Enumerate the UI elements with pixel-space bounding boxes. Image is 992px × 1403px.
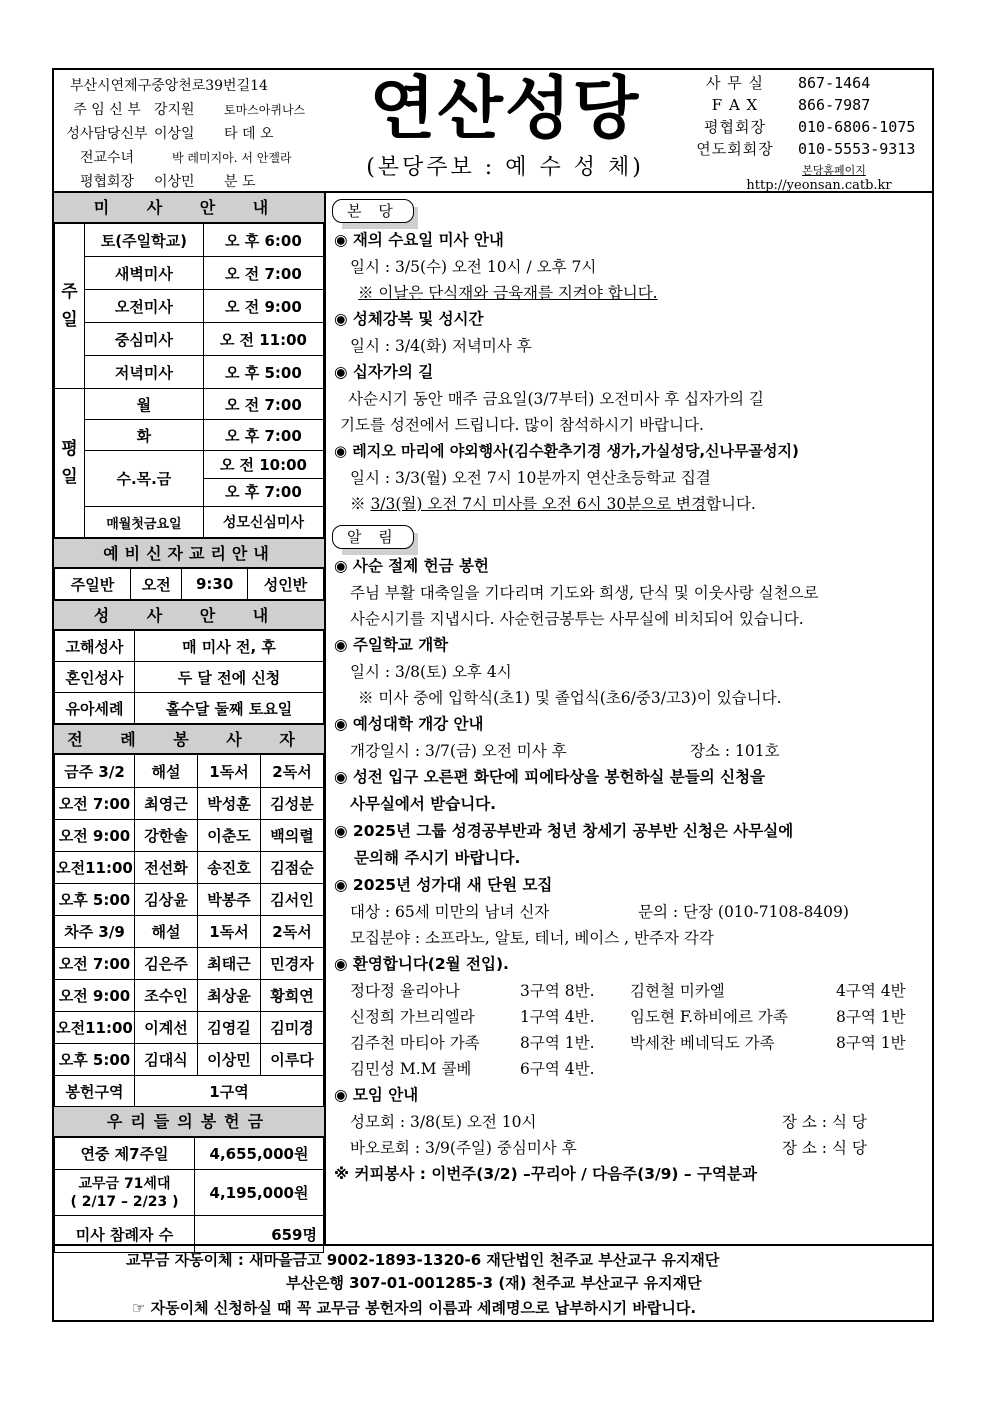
servers-table: 금주 3/2 해설 1독서 2독서 오전 7:00 최영근 박성훈 김성분 오전 9:00 강한솔 이춘도 백의렬 오전11:00 전선화 송진호 김점순 오후 5:00 김상윤 박봉주 김서인 차주 3/9 해설 1독서 2독서 오전 7:00 김은주 최태근 민경자 오전 9:00 조수인 최상윤 황희연 오전11:00 이계선 김영길 김미경 오후 5:00 김대식 이상민 이루다 봉헌구역 1구역 — [54, 754, 324, 1107]
notice-heading: ◉ 재의 수요일 미사 안내 — [334, 231, 504, 249]
sacraments-heading: 성 사 안 내 — [54, 600, 324, 630]
clergy-row: 평협회장 이상민 분 도 — [79, 174, 256, 190]
right-column: 본 당 ◉ 재의 수요일 미사 안내 일시 : 3/5(수) 오전 10시 / 오후 7시 ※ 이날은 단식재와 금육재를 지켜야 합니다. ◉ 성체강복 및 성시간 일시 : 3/4(화) 저녁미사 후 ◉ 십자가의 길 사순시기 동안 매주 금요일(3/7부터) 오전미사 후 십자가의 길 기도를 성전에서 드립니다. 많이 참석하시기 바랍니다. ◉ 레지오 마리에 야외행사(김수환추기경 생가,가실성당,신나무골성지) 일시 : 3/3(월) 오전 7시 10분까지 연산초등학교 집결 ※ 3/3(월) 오전 7시 미사를 오전 6시 30분으로 변경합니다. 알 림 ◉ 사순 절제 헌금 봉헌 주님 부활 대축일을 기다리며 기도와 희생, 단식 및 이웃사랑 실천으로 사순시기를 지냅시다. 사순헌금봉투는 사무실에 비치되어 있습니다. ◉ 주일학교 개학 일시 : 3/8(토) 오후 4시 ※ 미사 중에 입학식(초1) 및 졸업식(초6/중3/고3)이 있습니다. ◉ 예성대학 개강 안내 개강일시 : 3/7(금) 오전 미사 후 장소 : 101호 ◉ 성전 입구 오른편 화단에 피에타상을 봉헌하실 분들의 신청을 사무실에서 받습니다. ◉ 2025년 그룹 성경공부반과 청년 창세기 공부반 신청은 사무실에 문의해 주시기 바랍니다. ◉ 2025년 성가대 새 단원 모집 대상 : 65세 미만의 남녀 신자 문의 : 단장 (010-7108-8409) 모집분야 : 소프라노, 알토, 테너, 베이스 , 반주자 각각 ◉ 환영합니다(2월 전입). 정다정 율리아나 3구역 8반. 김현철 미카엘 4구역 4반 신정희 가브리엘라 1구역 4반. 임도현 F.하비에르 가족 8구역 1반 김주천 마티아 가족 8구역 1반. 박세찬 베네딕도 가족 8구역 1반 김민성 M.M 콜베 6구역 4반. ◉ 모임 안내 성모회 : 3/8(토) 오전 10시 장 소 : 식 당 바오로회 : 3/9(주일) 중심미사 후 장 소 : 식 당 ※ 커피봉사 : 이번주(3/2) –꾸리아 / 다음주(3/9) – 구역분과 — [328, 193, 932, 1244]
clergy-row: 전교수녀 박 레미지아. 서 안젤라 — [79, 150, 292, 166]
coffee-notice: ※ 커피봉사 : 이번주(3/2) –꾸리아 / 다음주(3/9) – 구역분과 — [334, 1165, 757, 1183]
notice-note: ※ 3/3(월) 오전 7시 미사를 오전 6시 30분으로 변경합니다. — [350, 495, 756, 513]
offerings-heading: 우리들의봉헌금 — [54, 1107, 324, 1137]
page-title: 연산성당 — [369, 70, 641, 149]
welcome-row: 신정희 가브리엘라 1구역 4반. 임도현 F.하비에르 가족 8구역 1반 — [350, 1008, 906, 1026]
notice-heading: ◉ 사순 절제 헌금 봉헌 — [334, 557, 489, 575]
header — [54, 70, 932, 193]
clergy-row: 주 임 신 부 강지원 토마스아퀴나스 — [73, 102, 306, 118]
notice-heading: ◉ 성전 입구 오른편 화단에 피에타상을 봉헌하실 분들의 신청을 — [334, 768, 766, 786]
mass-table: 주일 토(주일학교) 오 후 6:00 새벽미사 오 전 7:00 오전미사 오 전 9:00 중심미사 오 전 11:00 저녁미사 오 후 5:00 평일 월 오 전 7:00 화 오 후 7:00 수.목.금 오 전 10:00 오 후 7:00 매월첫금요일 성모신심미사 — [54, 223, 324, 538]
sunday-label: 주일 — [55, 224, 85, 389]
mass-heading: 미 사 안 내 — [54, 193, 324, 223]
notice-heading: ◉ 성체강복 및 성시간 — [334, 310, 484, 328]
notice-heading: ◉ 예성대학 개강 안내 — [334, 715, 484, 733]
notice-heading: ◉ 2025년 성가대 새 단원 모집 — [334, 876, 553, 894]
notice-heading: ◉ 레지오 마리에 야외행사(김수환추기경 생가,가실성당,신나무골성지) — [334, 442, 799, 460]
contact-row: 사 무 실 867-1464 — [705, 74, 871, 92]
bulletin-page — [52, 68, 934, 1322]
notice-heading: ◉ 모임 안내 — [334, 1086, 419, 1104]
welcome-row: 김주천 마티아 가족 8구역 1반. 박세찬 베네딕도 가족 8구역 1반 — [350, 1034, 906, 1052]
page-subtitle: (본당주보 : 예 수 성 체) — [366, 155, 644, 180]
contact-row: 평협회장 010-6806-1075 — [704, 118, 916, 136]
notices-tag: 알 림 — [328, 519, 932, 553]
catechism-table: 주일반 오전 9:30 성인반 — [54, 568, 324, 600]
address: 부산시연제구중앙천로39번길14 — [70, 78, 268, 94]
sacraments-table: 고해성사 매 미사 전, 후 혼인성사 두 달 전에 신청 유아세례 홀수달 둘째 토요일 — [54, 630, 324, 724]
contact-row: F A X 866-7987 — [711, 96, 871, 114]
contact-row: 연도회회장 010-5553-9313 — [696, 140, 916, 158]
homepage-label: 본당홈페이지 — [802, 164, 866, 177]
welcome-row: 김민성 M.M 콜베 6구역 4반. — [350, 1060, 595, 1078]
notice-heading: ◉ 2025년 그룹 성경공부반과 청년 창세기 공부반 신청은 사무실에 — [334, 822, 794, 840]
notice-heading: ◉ 주일학교 개학 — [334, 636, 449, 654]
footer — [54, 1244, 932, 1320]
left-column — [54, 193, 326, 1244]
clergy-info — [60, 74, 330, 194]
homepage-link[interactable]: http://yeonsan.catb.kr — [746, 178, 892, 193]
notice-heading: ◉ 환영합니다(2월 전입). — [334, 955, 509, 973]
weekday-label: 평일 — [55, 389, 85, 538]
catechism-heading: 예비신자교리안내 — [54, 538, 324, 568]
footer-bank-2: 부산은행 307-01-001285-3 (재) 천주교 부산교구 유지재단 — [286, 1274, 702, 1292]
offerings-table: 연중 제7주일 4,655,000원 교무금 71세대 ( 2/17 – 2/23 ) 4,195,000원 미사 참례자 수 659명 — [54, 1137, 324, 1253]
contact-info — [676, 72, 932, 193]
notice-heading: ◉ 십자가의 길 — [334, 363, 434, 381]
footer-note: ☞ 자동이체 신청하실 때 꼭 교무금 봉헌자의 이름과 세례명으로 납부하시기 바랍니다. — [132, 1299, 697, 1317]
welcome-row: 정다정 율리아나 3구역 8반. 김현철 미카엘 4구역 4반 — [350, 982, 906, 1000]
parish-tag: 본 당 — [328, 193, 932, 227]
clergy-row: 성사담당신부 이상일 타 데 오 — [66, 126, 274, 142]
servers-heading: 전 례 봉 사 자 — [54, 724, 324, 754]
footer-bank-1: 교무금 자동이체 : 새마을금고 9002-1893-1320-6 재단법인 천주교 부산교구 유지재단 — [126, 1251, 720, 1269]
